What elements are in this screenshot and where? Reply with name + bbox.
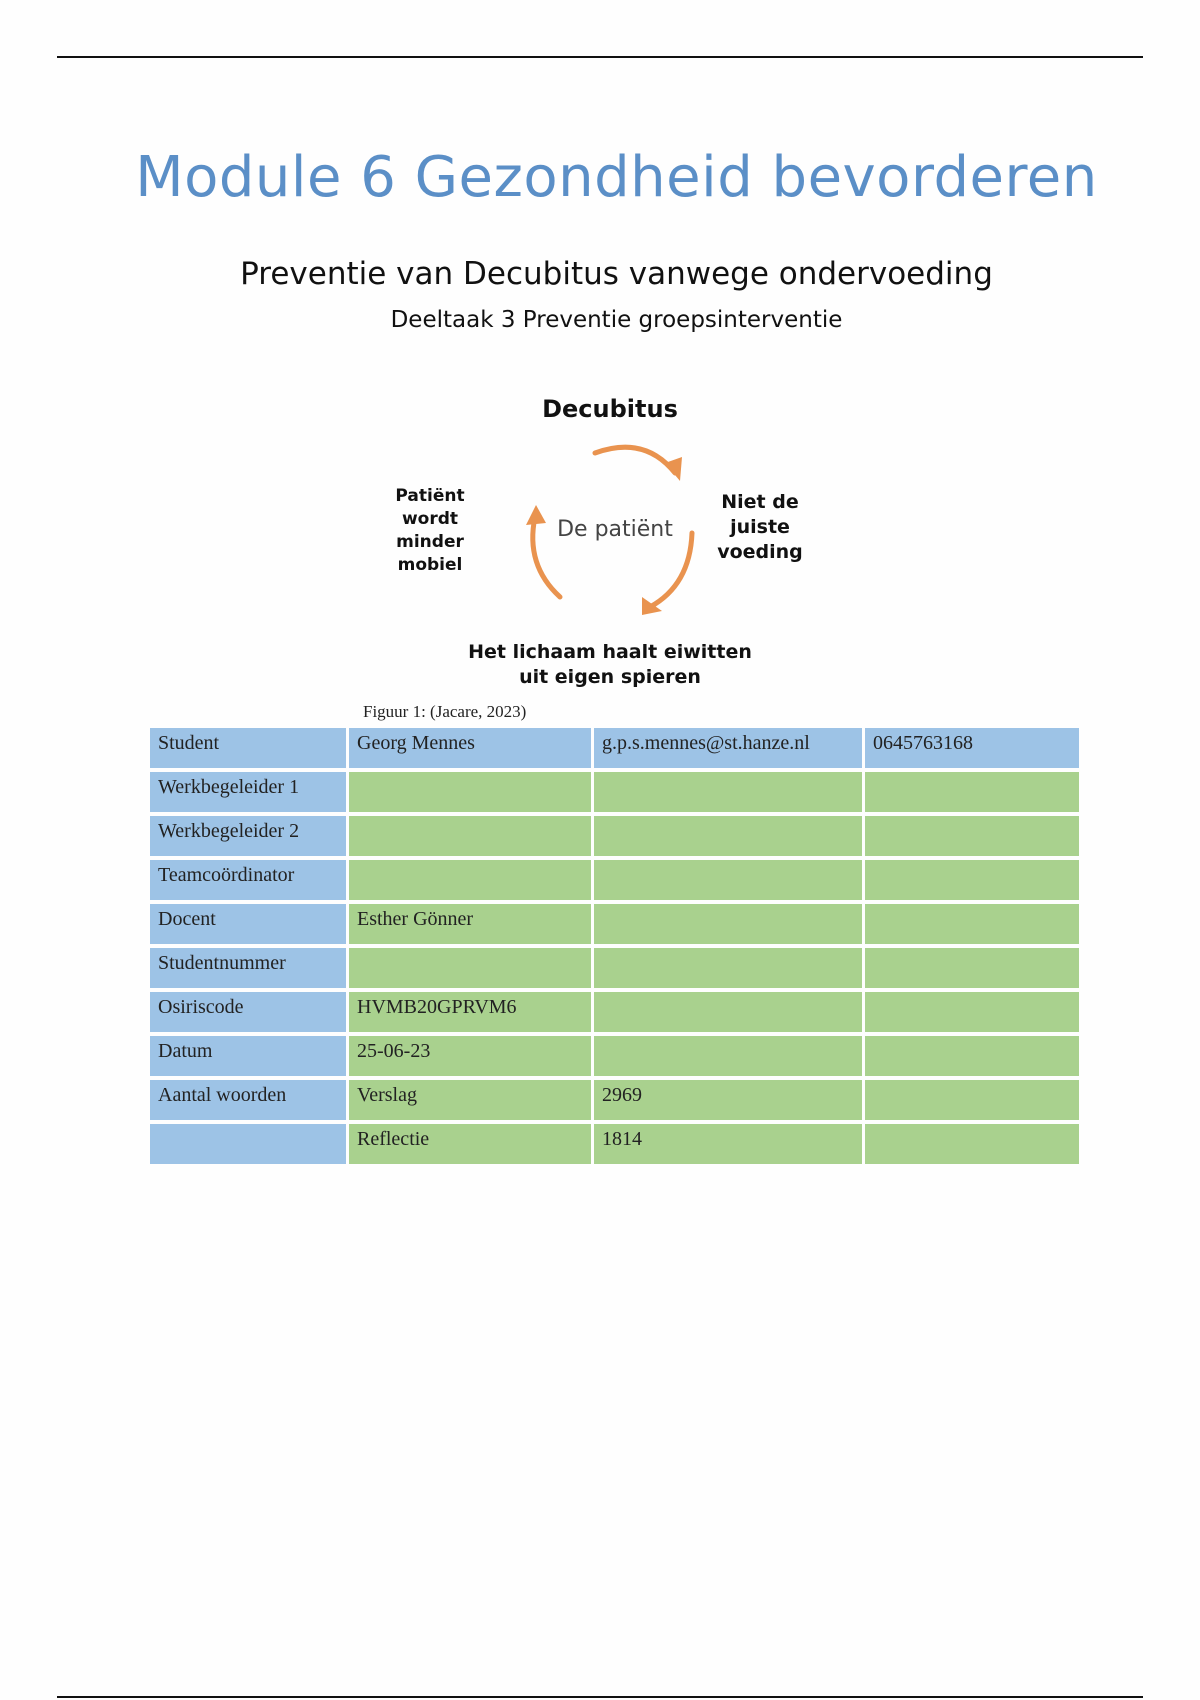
figure-label-left-line: wordt: [401, 509, 459, 529]
table-row: [150, 728, 1079, 768]
table-cell: Verslag: [349, 1080, 591, 1120]
table-cell: [594, 948, 862, 988]
arrowhead-top-right: [665, 457, 682, 481]
table-row-label: Datum: [150, 1036, 346, 1076]
document-title: Module 6 Gezondheid bevorderen: [135, 145, 1098, 210]
figure-label-right-line: voeding: [717, 541, 803, 563]
table-cell: g.p.s.mennes@st.hanze.nl: [594, 728, 862, 768]
decubitus-cycle-figure: [380, 385, 840, 695]
table-cell: HVMB20GPRVM6: [349, 992, 591, 1032]
table-cell: [865, 1124, 1079, 1164]
table-cell: [865, 904, 1079, 944]
table-row: [150, 772, 1079, 812]
table-cell: [865, 1036, 1079, 1076]
table-row: [150, 816, 1079, 856]
table-cell: Georg Mennes: [349, 728, 591, 768]
table-row-label: Werkbegeleider 1: [150, 772, 346, 812]
table-row-label: [150, 1124, 346, 1164]
table-row-label: Student: [150, 728, 346, 768]
table-row: [150, 1036, 1079, 1076]
table-cell: 0645763168: [865, 728, 1079, 768]
figure-label-left-line: Patiënt: [395, 486, 465, 506]
header-rule: [57, 56, 1143, 58]
figure-label-right-line: Niet de: [721, 491, 799, 513]
figure-label-top: Decubitus: [542, 395, 678, 423]
figure-label-bottom-line: uit eigen spieren: [519, 666, 701, 688]
table-row: [150, 1080, 1079, 1120]
table-row-label: Werkbegeleider 2: [150, 816, 346, 856]
table-cell: [594, 904, 862, 944]
table-cell: [349, 816, 591, 856]
table-cell: 1814: [594, 1124, 862, 1164]
table-cell: [865, 772, 1079, 812]
table-cell: [865, 860, 1079, 900]
table-cell: 25-06-23: [349, 1036, 591, 1076]
table-cell: [594, 1036, 862, 1076]
table-cell: Reflectie: [349, 1124, 591, 1164]
figure-label-left-line: mobiel: [397, 555, 463, 575]
table-row: [150, 904, 1079, 944]
footer-rule: [57, 1696, 1143, 1698]
table-cell: [865, 1080, 1079, 1120]
table-row-label: Docent: [150, 904, 346, 944]
table-row-label: Teamcoördinator: [150, 860, 346, 900]
table-row: [150, 860, 1079, 900]
table-cell: [865, 948, 1079, 988]
table-cell: [349, 860, 591, 900]
table-cell: Esther Gönner: [349, 904, 591, 944]
table-cell: [594, 992, 862, 1032]
figure-label-center: De patiënt: [557, 517, 673, 542]
figure-label-left: [380, 485, 480, 577]
figure-label-bottom: [460, 640, 760, 690]
table-row-label: Osiriscode: [150, 992, 346, 1032]
table-cell: [865, 992, 1079, 1032]
table-row: [150, 948, 1079, 988]
document-subtitle: Preventie van Decubitus vanwege ondervoeding: [240, 256, 993, 292]
arrowhead-left-top: [526, 505, 546, 525]
figure-caption: Figuur 1: (Jacare, 2023): [363, 702, 527, 721]
document-subsubtitle: Deeltaak 3 Preventie groepsinterventie: [390, 307, 843, 333]
figure-label-right: [700, 490, 820, 565]
table-cell: [865, 816, 1079, 856]
table-cell: [594, 860, 862, 900]
figure-label-left-line: minder: [396, 532, 464, 552]
table-cell: [594, 816, 862, 856]
table-row-label: Aantal woorden: [150, 1080, 346, 1120]
table-row: [150, 1124, 1079, 1164]
arrow-top-right: [595, 447, 675, 473]
table-row-label: Studentnummer: [150, 948, 346, 988]
figure-label-right-line: juiste: [730, 516, 790, 538]
table-cell: [349, 948, 591, 988]
table-row: [150, 992, 1079, 1032]
table-cell: 2969: [594, 1080, 862, 1120]
table-cell: [594, 772, 862, 812]
figure-label-bottom-line: Het lichaam haalt eiwitten: [468, 641, 752, 663]
arrow-right-bottom: [650, 533, 692, 607]
student-info-table: [147, 724, 1082, 1168]
table-cell: [349, 772, 591, 812]
